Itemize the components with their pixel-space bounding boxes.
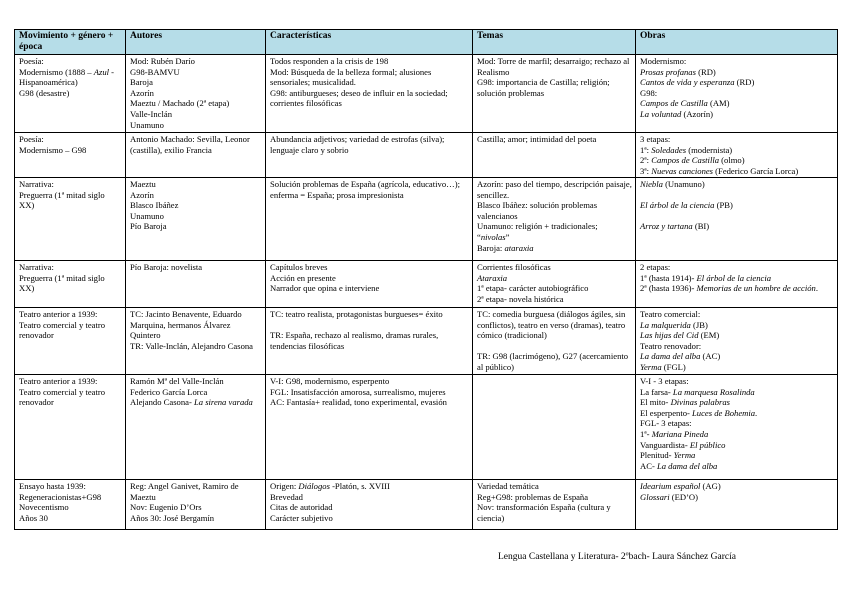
- cell-line: Abundancia adjetivos; variedad de estrofas (silva); lenguaje claro y sobrio: [270, 134, 445, 155]
- cell-line: Modernismo (1888 – Azul - Hispanoamérica): [19, 66, 115, 88]
- cell-line: Años 30: José Bergamín: [130, 512, 215, 523]
- cell-line: 1ª- Mariana Pineda: [640, 428, 709, 439]
- cell-line: Unamuno: [130, 119, 164, 130]
- cell-line: Valle-Inclán: [130, 108, 172, 119]
- cell-autores: [126, 55, 266, 133]
- cell-line: Narrativa:: [19, 179, 54, 189]
- cell-line: FGL- 3 etapas:: [640, 418, 692, 429]
- cell-line: [640, 190, 834, 201]
- cell-line: Solución problemas de España (agrícola, educativo…); enferma = España; prosa impresionista: [270, 179, 460, 200]
- cell-obras: [636, 55, 838, 133]
- cell-line: Poesía:: [19, 56, 44, 66]
- cell-line: Capítulos breves: [270, 262, 328, 272]
- cell-autores: [126, 308, 266, 375]
- cell-temas: [473, 55, 636, 133]
- cell-line: 1ª: Soledades (modernista): [640, 144, 733, 155]
- cell-line: Unamuno: religión + tradicionales; “nivolas”: [477, 221, 598, 242]
- cell-temas: [473, 178, 636, 261]
- cell-movimiento: [15, 375, 126, 480]
- cell-line: 2 etapas:: [640, 262, 671, 272]
- cell-line: Baroja: ataraxia: [477, 242, 534, 253]
- cell-line: G98 (desastre): [19, 87, 70, 98]
- cell-line: El mito- Divinas palabras: [640, 397, 731, 408]
- cell-movimiento: [15, 480, 126, 530]
- cell-line: 3 etapas:: [640, 134, 671, 144]
- cell-obras: [636, 375, 838, 480]
- cell-line: [640, 211, 834, 222]
- cell-line: Narrador que opina e interviene: [270, 283, 380, 294]
- cell-line: Yerma (FGL): [640, 361, 686, 372]
- cell-line: TC: Jacinto Benavente, Eduardo Marquina, hermanos Álvarez Quintero: [130, 309, 242, 341]
- cell-line: El árbol de la ciencia (PB): [640, 200, 733, 211]
- cell-line: Reg: Angel Ganivet, Ramiro de Maeztu: [130, 481, 239, 502]
- cell-movimiento: [15, 133, 126, 178]
- cell-line: Reg+G98: problemas de España: [477, 491, 589, 502]
- cell-line: Las hijas del Cid (EM): [640, 330, 720, 341]
- cell-temas: [473, 133, 636, 178]
- cell-line: TR: G98 (lacrimógeno), G27 (acercamiento al público): [477, 351, 629, 372]
- header-movimiento: Movimiento + género + época: [15, 30, 126, 55]
- cell-line: Modernismo:: [640, 56, 687, 66]
- cell-line: Teatro renovador:: [640, 340, 702, 351]
- table-row: [15, 133, 838, 178]
- cell-line: Arroz y tartana (BI): [640, 221, 710, 232]
- cell-line: Preguerra (1ª mitad siglo XX): [19, 189, 105, 211]
- cell-line: La dama del alba (AC): [640, 351, 721, 362]
- cell-temas: [473, 480, 636, 530]
- cell-movimiento: [15, 308, 126, 375]
- cell-line: Blasco Ibáñez: [130, 200, 179, 211]
- header-row: [15, 30, 838, 55]
- literature-table: [14, 29, 838, 530]
- cell-line: G98: antiburgueses; deseo de influir en la sociedad; corrientes filosóficas: [270, 87, 448, 109]
- cell-autores: [126, 178, 266, 261]
- cell-line: Federico García Lorca: [130, 386, 208, 397]
- table-row: [15, 261, 838, 308]
- cell-line: Brevedad: [270, 491, 303, 502]
- cell-line: La malquerida (JB): [640, 319, 708, 330]
- cell-line: G98:: [640, 87, 658, 98]
- cell-line: Teatro comercial:: [640, 309, 701, 319]
- cell-line: Antonio Machado: Sevilla, Leonor (castilla), exilio Francia: [130, 134, 250, 155]
- header-caracteristicas: Características: [266, 30, 473, 55]
- cell-line: Acción en presente: [270, 272, 336, 283]
- cell-line: Alejando Casona- La sirena varada: [130, 397, 253, 408]
- table-row: [15, 480, 838, 530]
- cell-line: G98: importancia de Castilla; religión; solución problemas: [477, 77, 610, 98]
- cell-line: FGL: Insatisfacción amorosa, surrealismo, mujeres: [270, 386, 446, 397]
- cell-line: AC- La dama del alba: [640, 460, 718, 471]
- cell-line: Años 30: [19, 512, 48, 523]
- cell-movimiento: [15, 261, 126, 308]
- cell-line: Glossari (ED’O): [640, 491, 699, 502]
- cell-caracteristicas: [266, 375, 473, 480]
- header-autores: Autores: [126, 30, 266, 55]
- cell-line: Nov: transformación España (cultura y ciencia): [477, 502, 611, 523]
- cell-line: [477, 341, 632, 352]
- cell-line: Prosas profanas (RD): [640, 66, 716, 77]
- cell-autores: [126, 375, 266, 480]
- cell-line: TC: comedia burguesa (diálogos ágiles, sin conflictos), teatro en verso (dramas), teatro cómico (tradicional): [477, 309, 626, 341]
- footer-credit: Lengua Castellana y Literatura- 2ºbach- Laura Sánchez García: [498, 552, 736, 562]
- cell-obras: [636, 308, 838, 375]
- cell-autores: [126, 261, 266, 308]
- cell-line: Maeztu: [130, 179, 156, 189]
- cell-line: Unamuno: [130, 210, 164, 221]
- cell-temas: [473, 375, 636, 480]
- cell-line: Narrativa:: [19, 262, 54, 272]
- cell-line: Pío Baroja: [130, 221, 167, 232]
- cell-line: AC: Fantasía+ realidad, tono experimental, evasión: [270, 397, 447, 408]
- cell-line: Teatro anterior a 1939:: [19, 309, 98, 319]
- cell-line: G98-BAMVU: [130, 66, 180, 77]
- cell-line: TR: Valle-Inclán, Alejandro Casona: [130, 340, 253, 351]
- cell-line: Citas de autoridad: [270, 502, 333, 513]
- cell-line: Novecentismo: [19, 502, 69, 513]
- cell-caracteristicas: [266, 480, 473, 530]
- cell-line: Origen: Diálogos -Platón, s. XVIII: [270, 481, 390, 491]
- cell-line: Teatro anterior a 1939:: [19, 376, 98, 386]
- cell-caracteristicas: [266, 308, 473, 375]
- cell-line: V-I: G98, modernismo, esperpento: [270, 376, 390, 386]
- cell-line: TC: teatro realista, protagonistas burgueses= éxito: [270, 309, 443, 319]
- cell-line: Regeneracionistas+G98: [19, 491, 102, 502]
- cell-line: 1ª etapa- carácter autobiográfico: [477, 283, 589, 294]
- cell-line: Variedad temática: [477, 481, 539, 491]
- cell-line: Carácter subjetivo: [270, 512, 333, 523]
- cell-line: Modernismo – G98: [19, 144, 87, 155]
- cell-movimiento: [15, 55, 126, 133]
- cell-line: Pío Baroja: novelista: [130, 262, 203, 272]
- cell-line: 2ª etapa- novela histórica: [477, 293, 564, 304]
- cell-line: [270, 320, 469, 331]
- cell-line: Cantos de vida y esperanza (RD): [640, 77, 755, 88]
- cell-line: Mod: Torre de marfil; desarraigo; rechazo al Realismo: [477, 56, 630, 77]
- cell-line: Plenitud- Yerma: [640, 450, 696, 461]
- cell-obras: [636, 261, 838, 308]
- cell-line: Blasco Ibáñez: solución problemas valencianos: [477, 200, 598, 221]
- cell-line: Idearium español (AG): [640, 481, 721, 491]
- cell-line: Maeztu / Machado (2ª etapa): [130, 98, 230, 109]
- cell-line: Baroja: [130, 77, 153, 88]
- table-row: [15, 308, 838, 375]
- cell-line: Teatro comercial y teatro renovador: [19, 386, 106, 408]
- cell-line: 2ª: Campos de Castilla (olmo): [640, 155, 745, 166]
- table-row: [15, 375, 838, 480]
- cell-line: TR: España, rechazo al realismo, dramas rurales, tendencias filosóficas: [270, 330, 439, 351]
- cell-line: El esperpento- Luces de Bohemia.: [640, 407, 758, 418]
- cell-line: 3ª: Nuevas canciones (Federico García Lorca): [640, 165, 799, 176]
- cell-movimiento: [15, 178, 126, 261]
- cell-line: Niebla (Unamuno): [640, 179, 705, 189]
- cell-autores: [126, 133, 266, 178]
- cell-line: Azorín: [130, 189, 154, 200]
- cell-line: Campos de Castilla (AM): [640, 98, 730, 109]
- cell-caracteristicas: [266, 133, 473, 178]
- cell-line: Nov: Eugenio D’Ors: [130, 502, 202, 513]
- cell-line: Preguerra (1ª mitad siglo XX): [19, 272, 105, 294]
- cell-obras: [636, 178, 838, 261]
- cell-line: V-I - 3 etapas:: [640, 376, 689, 386]
- cell-line: Teatro comercial y teatro renovador: [19, 319, 106, 341]
- cell-line: Poesía:: [19, 134, 44, 144]
- cell-obras: [636, 480, 838, 530]
- cell-line: Castilla; amor; intimidad del poeta: [477, 134, 597, 144]
- cell-line: Mod: Rubén Darío: [130, 56, 195, 66]
- cell-line: La farsa- La marquesa Rosalinda: [640, 386, 755, 397]
- cell-line: Azorín: [130, 87, 154, 98]
- cell-caracteristicas: [266, 178, 473, 261]
- cell-line: 2ª (hasta 1936)- Memorias de un hombre de acción.: [640, 283, 818, 294]
- table-row: [15, 178, 838, 261]
- cell-line: 1ª (hasta 1914)- El árbol de la ciencia: [640, 272, 772, 283]
- header-temas: Temas: [473, 30, 636, 55]
- table-row: [15, 55, 838, 133]
- cell-line: Todos responden a la crisis de 198: [270, 56, 389, 66]
- cell-line: Azorín: paso del tiempo, descripción paisaje, sencillez.: [477, 179, 632, 200]
- cell-line: Mod: Búsqueda de la belleza formal; alusiones sensoriales; musicalidad.: [270, 66, 432, 88]
- cell-line: Vanguardista- El público: [640, 439, 726, 450]
- cell-line: La voluntad (Azorín): [640, 108, 714, 119]
- cell-line: Corrientes filosóficas: [477, 262, 551, 272]
- cell-caracteristicas: [266, 55, 473, 133]
- header-obras: Obras: [636, 30, 838, 55]
- cell-autores: [126, 480, 266, 530]
- cell-caracteristicas: [266, 261, 473, 308]
- table-body: [15, 55, 838, 530]
- cell-temas: [473, 261, 636, 308]
- cell-temas: [473, 308, 636, 375]
- cell-line: Ensayo hasta 1939:: [19, 481, 86, 491]
- cell-obras: [636, 133, 838, 178]
- cell-line: Ramón Mª del Valle-Inclán: [130, 376, 224, 386]
- cell-line: Ataraxia: [477, 272, 508, 283]
